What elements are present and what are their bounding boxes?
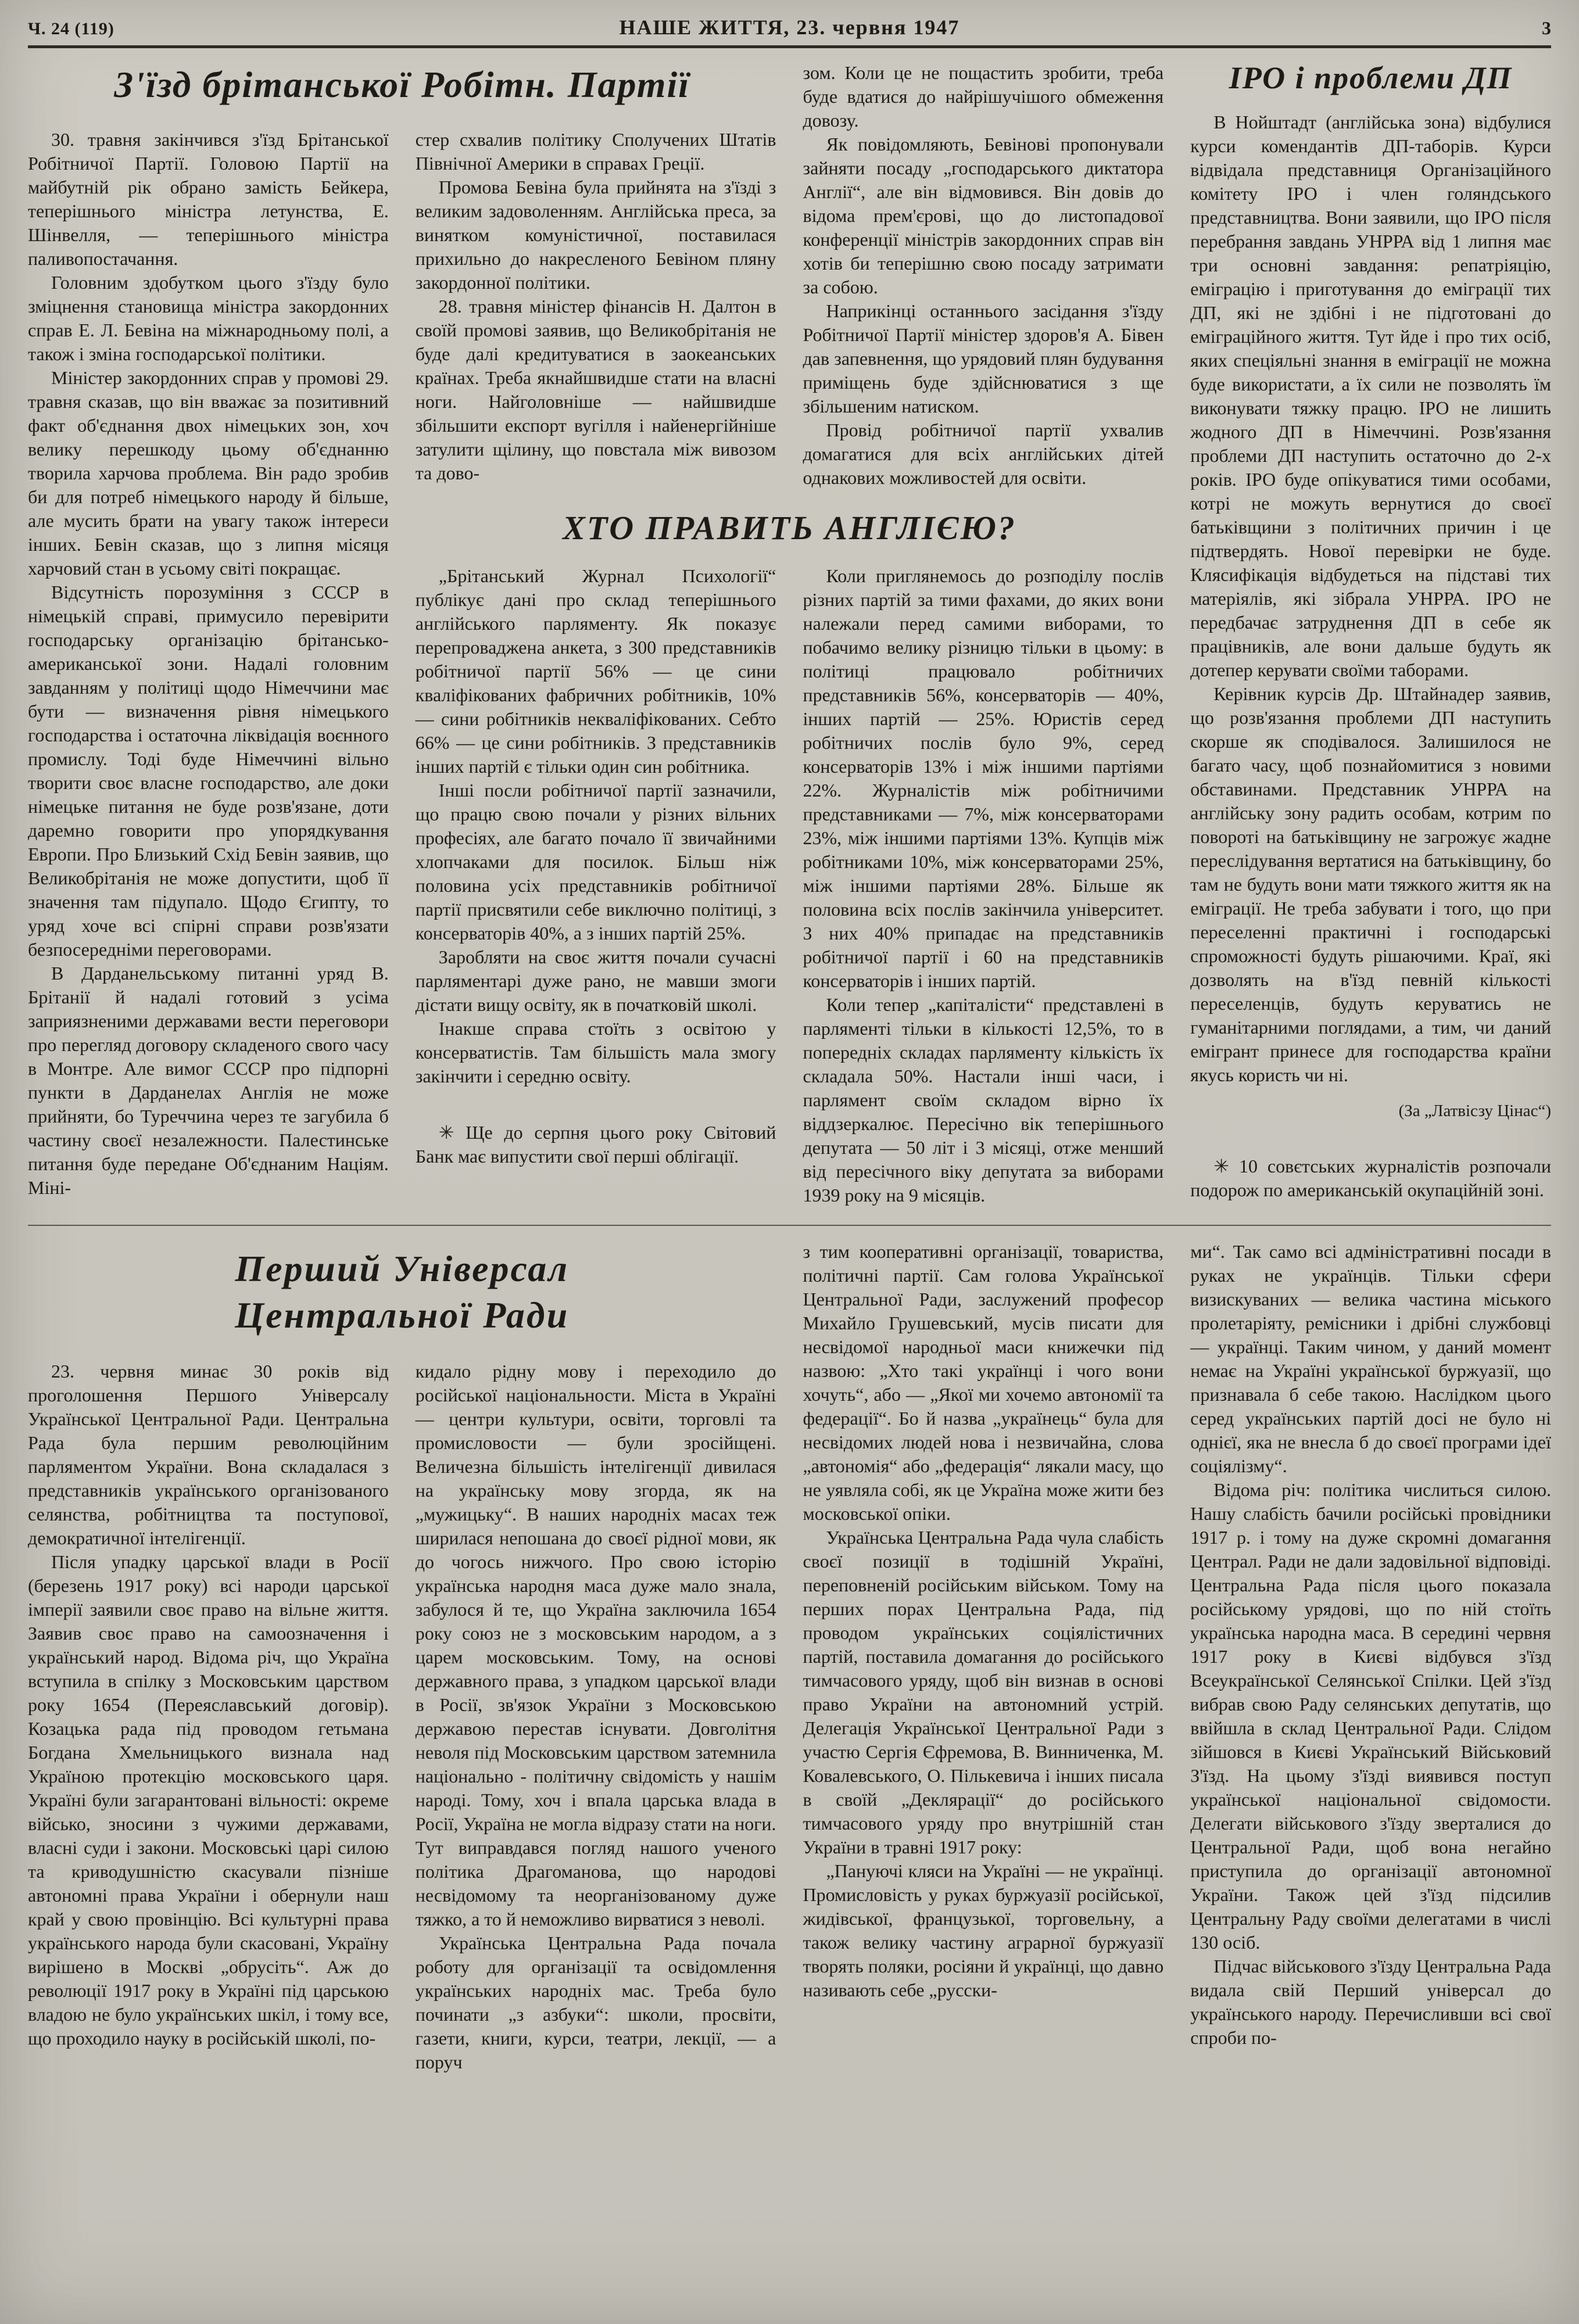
paragraph: Коли приглянемось до розподілу послів різних партій за тими фахами, до яких вони належали перед самими виборами, то побачимо велику різницю тільки в цьому: в політиці працювало робітничих представників 56%, консерваторів — 40%, інших партій — 25%. Юристів серед робітничих послів було 9%, серед консерваторів 13% і між іншими партіями 22%. Журналістів між робітничими представниками — 7%, між консерваторами 23%, між іншими партіями 13%. Купців між робітниками 10%, між консерваторами 25%, між іншими партіями 28%. Більше як половина всіх послів закінчила університет. З них 40% припадає на представників робітничої партії і 60 на представників консерваторів і інших партій. (803, 565, 1164, 991)
paragraph: „Пануючі кляси на Україні — не українці. Промисловість у руках буржуазії російської, жидівської, французької, торговельну, а також велику частину аграрної буржуазії творять поляки, росіяни й українці, що давно називають себе „русски- (803, 1860, 1164, 2000)
world-bank-note: ✳ Ще до серпня цього року Світовий Банк має випустити свої перші облігації. (415, 1121, 776, 1167)
top-section (28, 61, 1551, 1207)
iro-article (1190, 61, 1551, 1207)
england-column-right (803, 564, 1164, 1207)
paragraph: Промова Бевіна була прийнята на з'їзді з великим задоволенням. Англійська преса, за винятком комуністичної, поставилася прихильно до накресленого Бевіном пляну закордонної політики. (415, 176, 776, 293)
paragraph: Інакше справа стоїть з освітою у консерватистів. Там більшість мала змогу закінчити і середню освіту. (415, 1017, 776, 1086)
paragraph: Провід робітничої партії ухвалив домагатися для всіх англійських дітей однакових можливостей для освіти. (803, 419, 1164, 488)
paragraph: Як повідомляють, Бевінові пропонували зайняти посаду „господарського диктатора Англії“, але він відмовився. Він довів до відома прем'єрові, що до листопадової конференції міністрів закордонних справ він хотів би теперішню свою посаду затримати за собою. (803, 134, 1164, 297)
universal-column-2 (416, 1360, 776, 2074)
england-article-title: ХТО ПРАВИТЬ АНГЛІЄЮ? (563, 509, 1016, 547)
universal-column-4 (1190, 1240, 1551, 2074)
paragraph: Головним здобутком цього з'їзду було зміцнення становища міністра закордонних справ Е. Л. Бевіна на міжнародньому полі, а також і зміна господарської політики. (28, 271, 389, 364)
paragraph: з тим кооперативні організації, товариства, політичні партії. Сам голова Української Центральної Ради, заслужений професор Михайло Грушевський, мусів писати для несвідомої народньої маси книжечки під назвою: „Хто такі українці і чого вони хочуть“, або — „Якої ми хочемо автономії та федерації“. Бо й назва „українець“ була для несвідомих людей нова і незвичайна, слова „автономія“ або „федерація“ лякали масу, що не уявляла собі, як це Україна може жити без московської опіки. (803, 1240, 1164, 1524)
paragraph: Міністер закордонних справ у промові 29. травня сказав, що він вважає за позитивний факт об'єднання двох німецьких зон, хоч велику перешкоду цьому об'єднанню творила харчова проблема. Він радо зробив би для потреб німецького народу й більше, але мусить брати на увагу також інтереси інших. Бевін сказав, що з липня місяця харчовий стан в усьому світі покращає. (28, 367, 389, 579)
universal-title-line1: Перший Універсал (235, 1247, 570, 1289)
paragraph: зом. Коли це не пощастить зробити, треба буде вдатися до найрішучішого обмеження довозу. (803, 62, 1164, 131)
journalists-note: ✳ 10 совєтських журналістів розпочали подорож по американській окупаційній зоні. (1190, 1156, 1551, 1201)
iro-article-title: ІРО і проблеми ДП (1229, 60, 1513, 95)
page-number: 3 (1542, 17, 1551, 38)
congress-column-2 (416, 128, 776, 490)
masthead-title: НАШЕ ЖИТТЯ, 23. червня 1947 (619, 16, 960, 39)
paragraph: стер схвалив політику Сполучених Штатів Північної Америки в справах Греції. (415, 128, 776, 174)
paragraph: „Брітанський Журнал Психології“ публікує дані про склад теперішнього англійського парляменту. Як показує перепроваджена анкета, з 300 представників робітничої партії 56% — це сини кваліфікованих фабричних робітників, 10% — сини робітників некваліфікованих. Себто 66% — це сини робітників. З представників інших партій є тільки один син робітника. (415, 565, 776, 777)
paragraph: В Нойштадт (англійська зона) відбулися курси комендантів ДП-таборів. Курси відвідала представниця Організаційного комітету ІРО і член голяндського представництва. Вони заявили, що ІРО після перебрання завдань УНРРА від 1 липня має три основні завдання: репатріяцію, еміграцію і приготування до еміграції тих ДП, які не здібні і не підготовані до еміграційного життя. Тут йде і про тих осіб, яких спеціяльні знання в еміграції не можна буде використати, а їх сили не позволять їм виконувати тяжку працю. ІРО не лишить жодного ДП в Німеччині. Розв'язання проблеми ДП наступить остаточно до 2-х років. ІРО буде опікуватися тими особами, котрі не можуть вернутися до своєї батьківщини з політичних причин і це підтвердять. Нової перевірки не буде. Клясифікація відбудеться на підставі тих матеріялів, які зібрала УНРРА. ІРО не передбачає затруднення ДП в себе як працівників, але вони дальше будуть як дотепер керувати своїми таборами. (1190, 112, 1551, 681)
paragraph: Відсутність порозуміння з СССР в німецькій справі, примусило перевірити господарську організацію брітансько-американської зони. Надалі головним завданням у політиці щодо Німеччини має бути — визначення рівня німецького господарства і остаточна ліквідація воєнного промислу. Тоді буде Німеччині вільно творити своє власне господарство, але доки німецьке питання не буде розв'язане, доти даремно говорити про упорядкування Европи. Про Близький Схід Бевін заявив, що Великобрітанія не може допустити, щоб її значення там підупало. Щодо Єгипту, то уряд хоче всі спірні справи розв'язати безпосередніми переговорами. (28, 581, 389, 960)
paragraph: Заробляти на своє життя почали сучасні парляментарі дуже рано, не мавши змоги дістати вищу освіту, як в початковій школі. (415, 946, 776, 1015)
universal-column-1 (28, 1360, 389, 2074)
paragraph: Наприкінці останнього засідання з'їзду Робітничої Партії міністер здоров'я А. Бівен дав запевнення, що урядовий плян будування приміщень буде здійснюватися з ще збільшеним натиском. (803, 300, 1164, 417)
universal-article-title (28, 1246, 776, 1339)
congress-column-3 (803, 61, 1164, 490)
england-column-left (416, 564, 776, 1207)
congress-column-1 (28, 128, 389, 1207)
paragraph: Коли тепер „капіталісти“ представлені в парляменті тільки в кількості 12,5%, то в попередніх складах парляменту кількість їх складала 50%. Настали інші часи, і парлямент своїм складом вірно їх віддзеркалює. Пересічно вік теперішнього депутата — 50 літ і 3 місяці, отже менший від пересічного віку депутата за виборами 1939 року на 9 місяців. (803, 994, 1164, 1206)
universal-title-line2: Центральної Ради (235, 1294, 570, 1336)
section-divider (28, 1225, 1551, 1226)
paragraph: 28. травня міністер фінансів Н. Далтон в своїй промові заявив, що Великобрітанія не буде далі кредитуватися в заокеанських країнах. Треба якнайшвидше стати на власні ноги. Найголовніше — найшвидше збільшити експорт вугілля і найенергійніше затулити щілину, що повстала між вивозом та дово- (415, 295, 776, 483)
paragraph: Відома річ: політика числиться силою. Нашу слабість бачили російські провідники 1917 р. і тому на дуже скромні домагання Централ. Ради не дали задовільної відповіді. Центральна Рада після цього показала російському урядові, що по ній стоїть українська народна маса. В середині червня 1917 року в Києві відбувся з'їзд Всеукраїнської Селянської Спілки. Цей з'їзд вибрав свою Раду селянських депутатів, що ввійшла в склад Центральної Ради. Слідом зійшовся в Києві Український Військовий З'їзд. На цьому з'їзді виявився поступ української національної свідомости. Делегати військового з'їзду зверталися до Центральної Ради, щоб вона негайно приступила до організації автономної України. Також цей з'їзд підсилив Центральну Раду своїми делегатами в числі 130 осіб. (1190, 1479, 1551, 1953)
paragraph: кидало рідну мову і переходило до російської національности. Міста в Україні — центри культури, освіти, торговлі та промисловости — були зросійщені. Величезна більшість інтелігенції дивилася на українську мову згорда, як на „мужицьку“. В наших народніх масах теж ширилася непошана до своєї рідної мови, як до чогось нижчого. Про свою історію українська народня маса дуже мало знала, забулося й те, що Україна заключила 1654 року союз не з московським народом, а з царем московським. Тому, на основі державного права, з упадком царської влади в Росії, зв'язок України з Московською державою перестав існувати. Довголітня неволя під Московським царством затемнила національно - політичну свідомість у нашім народі. Тому, хоч і впала царська влада в Росії, Україна не могла відразу стати на ноги. Тут виправдався погляд нашого ученого політика Драгоманова, що народові несвідомому та неорганізованому дуже тяжко, а то й неможливо вирватися з неволі. (415, 1360, 776, 1930)
england-left-text (416, 564, 776, 1088)
paragraph: Інші посли робітничої партії зазначили, що працю свою почали у різних вільних професіях, але багато почало її звичайними хлопчаками для посилок. Більш ніж половина усіх представників робітничої партії присвятили себе виключно політиці, з консерваторів 40%, а з інших партій 25%. (415, 779, 776, 944)
issue-number: Ч. 24 (119) (28, 19, 114, 38)
iro-byline: (За „Латвісзу Цінас“) (1398, 1102, 1551, 1121)
paragraph: Підчас військового з'їзду Центральна Рада видала свій Перший універсал до українського народу. Перечисливши всі свої спроби по- (1190, 1955, 1551, 2048)
header-rule (28, 45, 1551, 48)
page-header (28, 15, 1551, 40)
iro-text (1190, 110, 1551, 1087)
paragraph: В Дарданельському питанні уряд В. Брітанії й надалі готовий з усіма заприязненими державами вести переговори про перегляд договору складеного свого часу в Монтре. Але вимог СССР про підпорні пункти в Дарданелах Англія не може прийняти, бо Туреччина через те загубила б частину своєї незалежности. Палестинське питання буде передане Об'єднаним Націям. Міні- (28, 962, 389, 1198)
congress-article-title: З'їзд брітанської Робітн. Партії (114, 64, 690, 105)
paragraph: 23. червня минає 30 років від проголошення Першого Універсалу Української Центральної Ради. Центральна Рада була першим революційним парляментом України. Вона складалася з представників українського організованого селянства, робітництва та поступової, демократичної інтелігенції. (28, 1360, 389, 1548)
paragraph: Після упадку царської влади в Росії (березень 1917 року) всі народи царської імперії заявили своє право на вільне життя. Заявив своє право на самоозначення і український народ. Відома річ, що Україна вступила в спілку з Московським царством року 1654 (Переяславський договір). Козацька рада під проводом гетьмана Богдана Хмельницького визнала над Україною протекцію московського царя. Україні були загарантовані вільності: окреме військо, зносини з чужими державами, власні суди і закони. Московські царі силою та криводушністю скасували пізніше автономні права України і обернули наш край у свою провінцію. Всі культурні права українського народа були скасовані, Україну вирішено в Москві „обрусіть“. Аж до революції 1917 року в Україні під царською владою не було українських шкіл, і тому все, що проходило науку в російській школі, по- (28, 1551, 389, 2049)
paragraph: Українська Центральна Рада почала роботу для організації та освідомлення українських народніх мас. Треба було починати „з азбуки“: школи, просвіти, газети, книги, курси, театри, лекції, — а поруч (415, 1932, 776, 2072)
paragraph: Керівник курсів Др. Штайнадер заявив, що розв'язання проблеми ДП наступить скорше як сподівалося. Залишилося не багато часу, щоб познайомитися з новими обставинами. Представник УНРРА на англійську зону радить особам, котрим по повороті на батьківщину не загрожує жадне переслідування вертатися на батьківщину, бо там не будуть вони мати тяжкого життя як на еміграції. Не треба забувати і того, що при переселенні практичні і господарські спроможності будуть рішаючими. Краї, які дозволять на в'їзд певній кількості переселенців, будуть керуватись не гуманітарними поглядами, а тим, чи даний емігрант принесе для господарства країни якусь користь чи ні. (1190, 683, 1551, 1086)
paragraph: 30. травня закінчився з'їзд Брітанської Робітничої Партії. Головою Партії на майбутній рік обрано замість Бейкера, теперішнього міністра летунства, Е. Шінвелля, — теперішнього міністра паливопостачання. (28, 128, 389, 269)
paragraph: Українська Центральна Рада чула слабість своєї позиції в тодішній Україні, переповненій російським військом. Тому на перших порах Центральна Рада, під проводом українських соціялістичних партій, поставила домагання до російського тимчасового уряду, щоб він визнав в основі право України на автономний устрій. Делегація Української Центральної Ради з участю Сергія Єфремова, В. Винниченка, М. Ковалевського, О. Пількевича і інших писала в своїй „Деклярації“ до російського тимчасового уряду про внутрішній стан України в травні 1917 року: (803, 1526, 1164, 1857)
paragraph: ми“. Так само всі адміністративні посади в руках не українців. Тільки сфери визискуваних — велика частина міського пролетаріяту, ремісники і дрібні службовці — українці. Таким чином, у даний момент немає на Україні української буржуазії, що признавала б себе такою. Наслідком цього серед українських партій досі не було ні однієї, яка не внесла б до своєї програми ідеї соціялізму“. (1190, 1240, 1551, 1476)
bottom-section (28, 1240, 1551, 2074)
universal-column-3 (803, 1240, 1164, 2074)
